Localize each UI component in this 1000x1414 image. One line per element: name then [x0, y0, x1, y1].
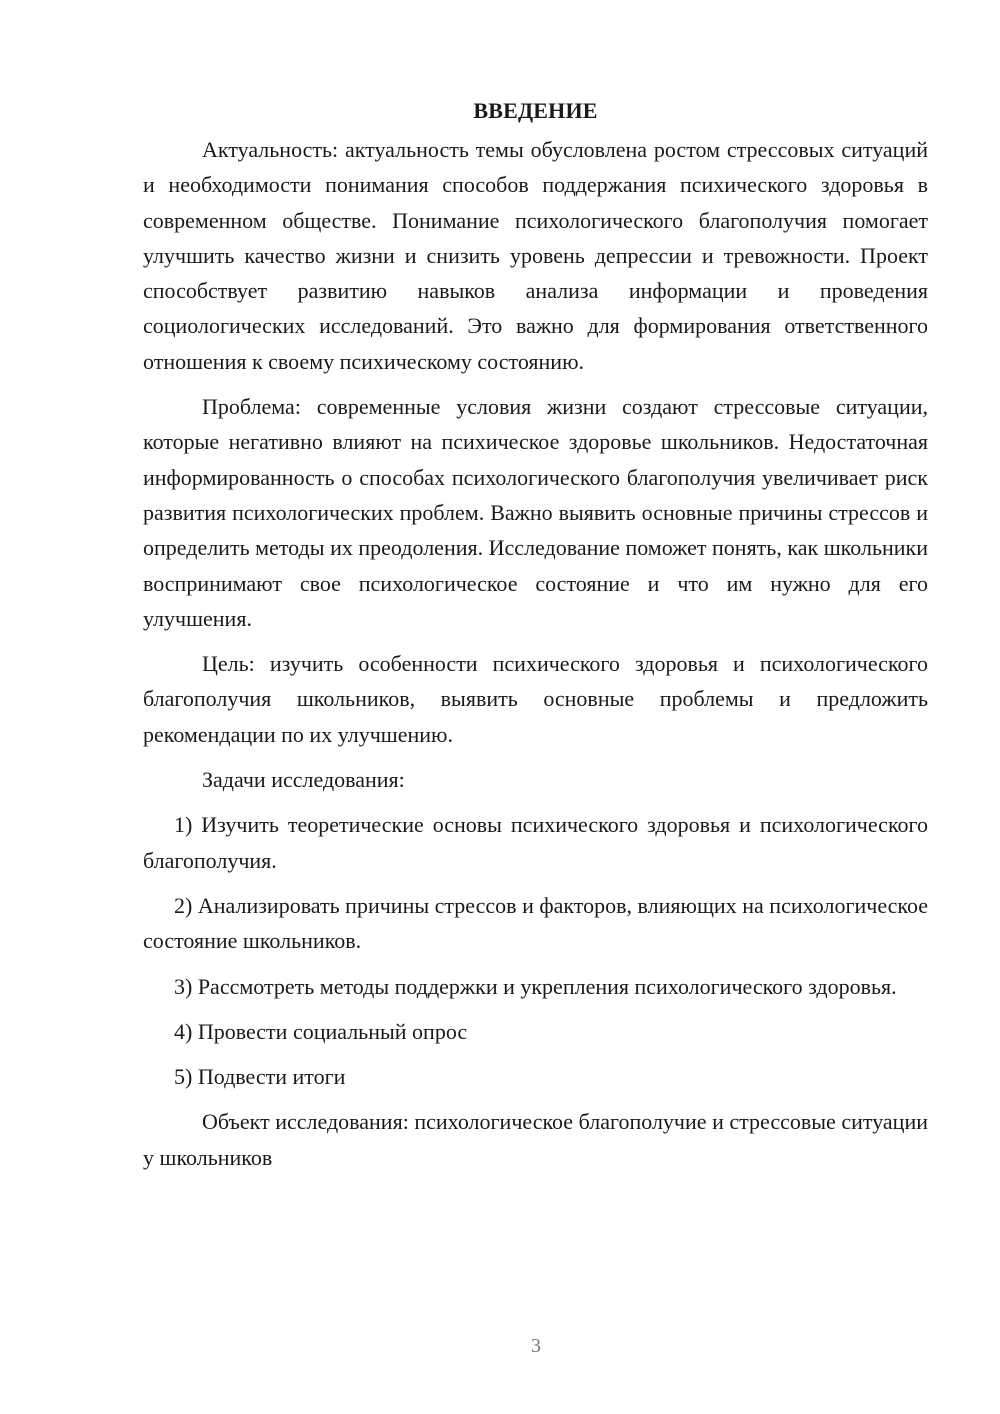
document-page — [143, 96, 928, 1175]
goal-paragraph: Цель: изучить особенности психического здоровья и психологического благополучия школьников, выявить основные проблемы и предложить рекомендации по их улучшению. — [143, 651, 928, 747]
task-item-2: 2) Анализировать причины стрессов и факторов, влияющих на психологическое состояние школьников. — [143, 892, 928, 954]
task-item-3: 3) Рассмотреть методы поддержки и укрепления психологического здоровья. — [174, 973, 897, 999]
problem-paragraph: Проблема: современные условия жизни создают стрессовые ситуации, которые негативно влияют на психическое здоровье школьников. Недостаточная информированность о способах психологического благополучия увеличивает риск развития психологических проблем. Важно выявить основные причины стрессов и определить методы их преодоления. Исследование поможет понять, как школьники воспринимают свое психологическое состояние и что им нужно для его улучшения. — [143, 394, 928, 631]
object-paragraph: Объект исследования: психологическое благополучие и стрессовые ситуации у школьников — [143, 1109, 928, 1170]
section-title: ВВЕДЕНИЕ — [473, 98, 598, 123]
tasks-heading: Задачи исследования: — [202, 767, 405, 793]
relevance-paragraph: Актуальность: актуальность темы обусловлена ростом стрессовых ситуаций и необходимости понимания способов поддержания психического здоровья в современном обществе. Понимание психологического благополучия помогает улучшить качество жизни и снизить уровень депрессии и тревожности. Проект способствует развитию навыков анализа информации и проведения социологических исследований. Это важно для формирования ответственного отношения к своему психическому состоянию. — [143, 137, 928, 374]
page-number: 3 — [531, 1335, 541, 1357]
task-item-5: 5) Подвести итоги — [174, 1064, 346, 1090]
task-item-4: 4) Провести социальный опрос — [174, 1018, 468, 1044]
task-item-1: 1) Изучить теоретические основы психического здоровья и психологического благополучия. — [143, 812, 928, 873]
